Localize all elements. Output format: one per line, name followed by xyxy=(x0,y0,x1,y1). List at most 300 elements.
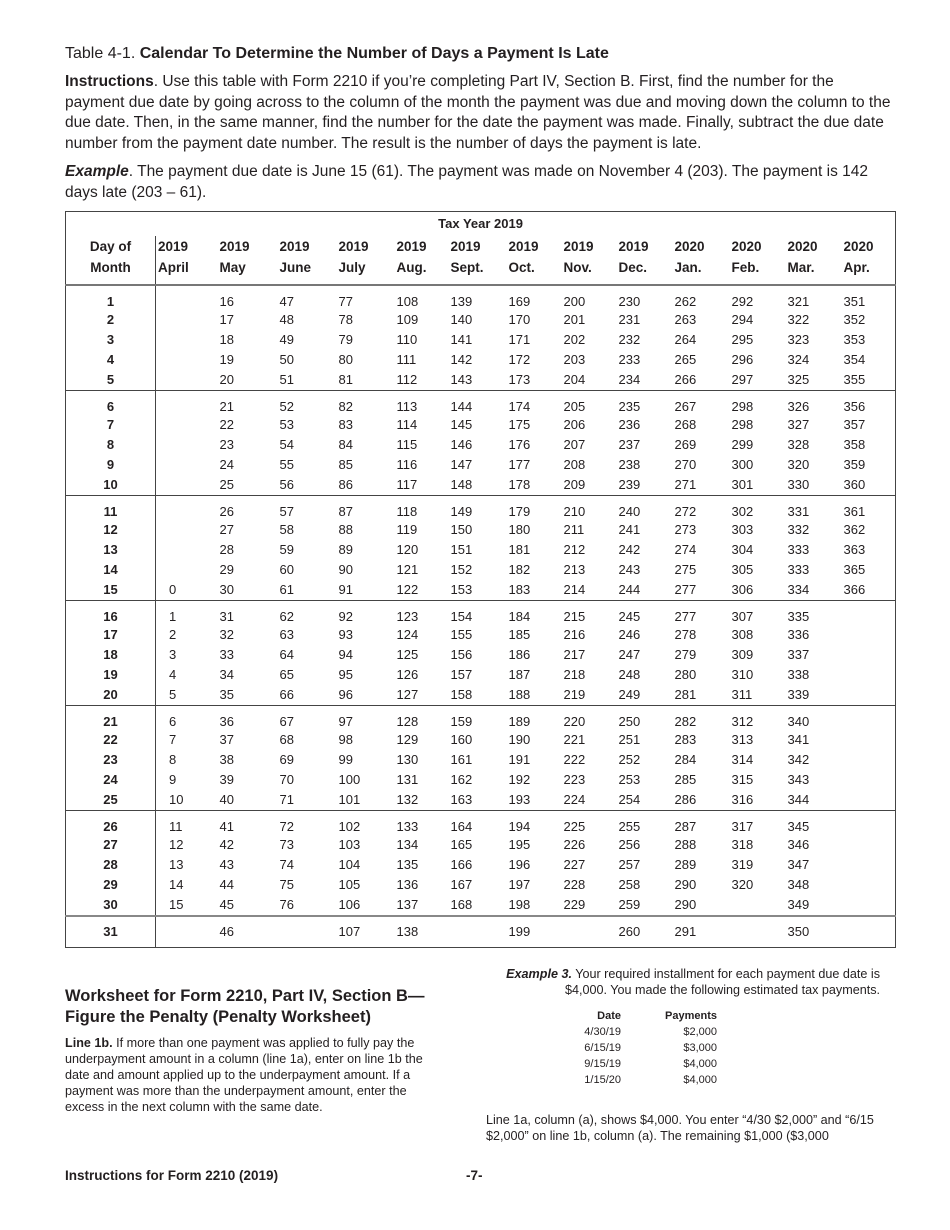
table-row xyxy=(66,310,896,330)
day-number-cell: 37 xyxy=(219,732,234,747)
day-number-cell: 174 xyxy=(507,391,562,416)
day-number-cell: 190 xyxy=(508,732,531,747)
day-number-cell: 95 xyxy=(338,667,353,682)
column-header-line: 2020 xyxy=(674,239,705,254)
column-header-line: July xyxy=(338,260,366,275)
day-number-cell xyxy=(842,750,896,770)
day-number-cell: 83 xyxy=(338,417,353,432)
day-number-cell: 226 xyxy=(563,837,586,852)
table-row xyxy=(66,685,896,706)
day-number-cell: 9 xyxy=(169,772,177,787)
day-number-cell: 32 xyxy=(219,627,234,642)
day-number-cell: 294 xyxy=(731,312,754,327)
day-number-cell xyxy=(842,855,896,875)
day-number-cell: 235 xyxy=(617,391,673,416)
day-of-month-cell: 27 xyxy=(66,835,156,855)
instructions-text: . Use this table with Form 2210 if you’re completing Part IV, Section B. First, find the number for the payment due date by going across to the column of the month the payment was due and moving down the column to the due date. Then, in the same manner, find the number for the date the payment was made. Finally, subtract the due date number from the payment date number. The result is the number of days the payment is late. xyxy=(65,73,891,152)
day-number-cell: 76 xyxy=(279,897,294,912)
day-number-cell: 61 xyxy=(279,582,294,597)
column-header-line: June xyxy=(279,260,312,275)
table-row xyxy=(66,706,896,731)
day-number-cell: 289 xyxy=(674,857,697,872)
day-number-cell: 314 xyxy=(731,752,754,767)
payment-row xyxy=(551,1040,717,1056)
day-number-cell: 220 xyxy=(562,706,617,731)
day-number-cell: 326 xyxy=(786,391,842,416)
day-number-cell: 274 xyxy=(674,542,697,557)
table-row xyxy=(66,560,896,580)
day-number-cell: 66 xyxy=(279,687,294,702)
day-number-cell: 99 xyxy=(338,752,353,767)
table-row xyxy=(66,790,896,811)
table-row xyxy=(66,435,896,455)
day-number-cell: 1 xyxy=(156,601,218,626)
day-number-cell: 210 xyxy=(562,496,617,521)
day-number-cell xyxy=(842,730,896,750)
day-number-cell: 275 xyxy=(674,562,697,577)
table-row xyxy=(66,370,896,391)
day-number-cell: 325 xyxy=(787,372,810,387)
day-number-cell xyxy=(278,916,337,948)
day-number-cell: 165 xyxy=(450,837,473,852)
day-number-cell: 184 xyxy=(507,601,562,626)
day-number-cell: 290 xyxy=(674,897,697,912)
day-number-cell: 104 xyxy=(338,857,361,872)
day-number-cell: 198 xyxy=(508,897,531,912)
day-number-cell: 264 xyxy=(674,332,697,347)
day-number-cell: 20 xyxy=(219,372,234,387)
day-number-cell: 4 xyxy=(169,667,177,682)
day-number-cell: 124 xyxy=(396,627,419,642)
day-number-cell: 157 xyxy=(450,667,473,682)
day-number-cell: 46 xyxy=(218,916,278,948)
day-number-cell: 292 xyxy=(731,294,754,309)
day-number-cell: 178 xyxy=(508,477,531,492)
day-number-cell: 151 xyxy=(450,542,473,557)
day-number-cell: 306 xyxy=(731,582,754,597)
day-number-cell: 82 xyxy=(337,391,395,416)
day-number-cell: 277 xyxy=(674,582,697,597)
day-number-cell: 147 xyxy=(450,457,473,472)
day-number-cell: 77 xyxy=(338,294,353,309)
day-number-cell: 236 xyxy=(618,417,641,432)
day-number-cell: 252 xyxy=(618,752,641,767)
payment-row xyxy=(551,1056,717,1072)
day-number-cell: 55 xyxy=(279,457,294,472)
day-number-cell: 116 xyxy=(396,457,418,472)
day-number-cell: 322 xyxy=(787,312,810,327)
example-3-section xyxy=(466,966,880,1144)
day-number-cell: 56 xyxy=(279,477,294,492)
day-number-cell: 278 xyxy=(674,627,697,642)
table-row xyxy=(66,475,896,496)
day-number-cell: 242 xyxy=(618,542,641,557)
top-section xyxy=(65,44,891,948)
day-number-cell xyxy=(156,435,218,455)
day-number-cell: 106 xyxy=(338,897,361,912)
day-number-cell xyxy=(156,540,218,560)
day-number-cell: 86 xyxy=(338,477,353,492)
day-of-month-cell: 1 xyxy=(66,285,156,310)
day-number-cell: 74 xyxy=(279,857,294,872)
column-header-line: 2020 xyxy=(787,239,818,254)
day-number-cell: 290 xyxy=(674,877,697,892)
table-row xyxy=(66,916,896,948)
day-number-cell: 262 xyxy=(674,294,697,309)
day-number-cell: 311 xyxy=(731,687,753,702)
day-number-cell xyxy=(842,835,896,855)
day-number-cell: 89 xyxy=(338,542,353,557)
day-number-cell xyxy=(842,625,896,645)
column-header-line: Month xyxy=(90,260,131,275)
day-number-cell: 70 xyxy=(279,772,294,787)
calendar-table xyxy=(65,211,896,948)
day-number-cell: 350 xyxy=(786,916,842,948)
day-number-cell: 29 xyxy=(219,562,234,577)
day-of-month-cell: 30 xyxy=(66,895,156,916)
date-header: Date xyxy=(597,1010,621,1022)
day-of-month-cell: 2 xyxy=(66,310,156,330)
day-number-cell: 344 xyxy=(787,792,810,807)
day-number-cell: 201 xyxy=(563,312,586,327)
column-header-line: Oct. xyxy=(508,260,535,275)
day-number-cell: 330 xyxy=(787,477,810,492)
day-number-cell: 168 xyxy=(450,897,473,912)
day-number-cell: 320 xyxy=(731,877,754,892)
day-number-cell: 131 xyxy=(396,772,419,787)
table-row xyxy=(66,875,896,895)
day-number-cell: 346 xyxy=(787,837,810,852)
day-number-cell: 96 xyxy=(338,687,353,702)
day-number-cell: 93 xyxy=(338,627,353,642)
table-row xyxy=(66,811,896,836)
day-number-cell: 291 xyxy=(673,916,730,948)
day-number-cell: 337 xyxy=(787,647,810,662)
day-number-cell: 119 xyxy=(396,522,418,537)
column-header-line: 2019 xyxy=(508,239,539,254)
day-number-cell xyxy=(156,285,218,310)
day-number-cell: 320 xyxy=(787,457,810,472)
table-row xyxy=(66,625,896,645)
day-number-cell: 280 xyxy=(674,667,697,682)
table-row xyxy=(66,601,896,626)
day-number-cell: 49 xyxy=(279,332,294,347)
day-number-cell: 251 xyxy=(618,732,641,747)
day-number-cell: 310 xyxy=(731,667,754,682)
day-number-cell: 23 xyxy=(219,437,234,452)
day-number-cell: 298 xyxy=(731,417,754,432)
day-number-cell xyxy=(156,496,218,521)
day-number-cell: 2 xyxy=(169,627,177,642)
day-number-cell: 229 xyxy=(563,897,586,912)
day-number-cell: 162 xyxy=(450,772,473,787)
day-number-cell: 130 xyxy=(396,752,419,767)
day-number-cell: 321 xyxy=(787,294,810,309)
day-number-cell: 5 xyxy=(169,687,177,702)
day-number-cell: 53 xyxy=(279,417,294,432)
payment-date: 9/15/19 xyxy=(584,1058,621,1070)
line-1b-text: If more than one payment was applied to fully pay the underpayment amount in a column (line 1a), enter on line 1b the date and amount applied up to the underpayment amount. If a payment was more than the underpayment amount, enter the excess in the next column with the same date. xyxy=(65,1036,423,1114)
day-number-cell: 111 xyxy=(396,352,417,367)
day-number-cell: 156 xyxy=(450,647,473,662)
day-number-cell: 336 xyxy=(787,627,810,642)
day-number-cell: 328 xyxy=(787,437,810,452)
day-number-cell: 24 xyxy=(219,457,234,472)
day-number-cell: 266 xyxy=(674,372,697,387)
day-number-cell: 143 xyxy=(450,372,473,387)
day-number-cell: 307 xyxy=(730,601,786,626)
day-number-cell: 177 xyxy=(508,457,531,472)
day-number-cell: 59 xyxy=(279,542,294,557)
day-number-cell: 16 xyxy=(219,294,234,309)
day-number-cell: 181 xyxy=(508,542,531,557)
day-number-cell: 42 xyxy=(219,837,234,852)
day-number-cell: 28 xyxy=(219,542,234,557)
day-number-cell xyxy=(842,645,896,665)
day-number-cell: 309 xyxy=(731,647,754,662)
worksheet-title: Worksheet for Form 2210, Part IV, Section B—Figure the Penalty (Penalty Worksheet) xyxy=(65,987,425,1026)
day-number-cell xyxy=(842,685,896,706)
day-number-cell: 103 xyxy=(338,837,361,852)
column-header-line: 2019 xyxy=(219,239,250,254)
day-number-cell: 18 xyxy=(219,332,234,347)
day-of-month-cell: 3 xyxy=(66,330,156,350)
day-number-cell: 27 xyxy=(219,522,234,537)
day-of-month-cell: 6 xyxy=(66,391,156,416)
day-number-cell: 107 xyxy=(337,916,395,948)
day-number-cell: 133 xyxy=(395,811,449,836)
column-header xyxy=(449,236,507,285)
day-number-cell: 234 xyxy=(618,372,641,387)
day-number-cell: 253 xyxy=(618,772,641,787)
line-1b-paragraph xyxy=(65,1035,443,1115)
day-number-cell: 301 xyxy=(731,477,754,492)
payment-row xyxy=(551,1024,717,1040)
column-header-line: 2019 xyxy=(450,239,481,254)
day-number-cell: 73 xyxy=(279,837,294,852)
day-of-month-cell: 13 xyxy=(66,540,156,560)
table-row xyxy=(66,285,896,310)
day-number-cell: 75 xyxy=(279,877,294,892)
day-of-month-cell: 17 xyxy=(66,625,156,645)
table-row xyxy=(66,391,896,416)
day-number-cell: 171 xyxy=(508,332,531,347)
day-number-cell: 38 xyxy=(219,752,234,767)
day-number-cell: 366 xyxy=(843,582,866,597)
table-row xyxy=(66,645,896,665)
column-header-line: 2019 xyxy=(338,239,369,254)
day-number-cell: 148 xyxy=(450,477,473,492)
day-number-cell: 312 xyxy=(730,706,786,731)
column-header-line: April xyxy=(158,260,189,275)
day-number-cell xyxy=(842,895,896,916)
day-number-cell: 81 xyxy=(338,372,353,387)
day-number-cell: 324 xyxy=(787,352,810,367)
day-number-cell: 195 xyxy=(508,837,531,852)
day-of-month-cell: 15 xyxy=(66,580,156,601)
day-number-cell: 360 xyxy=(843,477,866,492)
day-number-cell xyxy=(156,391,218,416)
day-number-cell: 139 xyxy=(450,294,473,309)
day-number-cell: 297 xyxy=(731,372,754,387)
day-number-cell: 160 xyxy=(450,732,473,747)
day-number-cell: 230 xyxy=(618,294,641,309)
day-number-cell: 44 xyxy=(219,877,234,892)
day-number-cell: 333 xyxy=(787,562,810,577)
day-number-cell: 188 xyxy=(508,687,531,702)
payment-date: 6/15/19 xyxy=(584,1042,621,1054)
day-number-cell: 358 xyxy=(843,437,866,452)
table-title xyxy=(65,44,891,64)
day-number-cell: 114 xyxy=(396,417,418,432)
day-number-cell: 22 xyxy=(219,417,234,432)
day-number-cell: 169 xyxy=(508,294,531,309)
day-number-cell xyxy=(156,475,218,496)
column-header-line: Dec. xyxy=(618,260,648,275)
day-number-cell: 216 xyxy=(563,627,586,642)
day-number-cell: 120 xyxy=(396,542,419,557)
column-header-line: Mar. xyxy=(787,260,815,275)
payment-date: 1/15/20 xyxy=(584,1074,621,1086)
day-number-cell: 146 xyxy=(450,437,473,452)
day-number-cell: 138 xyxy=(395,916,449,948)
table-row xyxy=(66,580,896,601)
payment-amount: $3,000 xyxy=(683,1042,717,1054)
day-number-cell: 265 xyxy=(674,352,697,367)
payment-date: 4/30/19 xyxy=(584,1026,621,1038)
day-number-cell: 197 xyxy=(508,877,531,892)
day-number-cell: 313 xyxy=(731,732,754,747)
day-number-cell: 282 xyxy=(673,706,730,731)
day-number-cell: 110 xyxy=(396,332,418,347)
day-number-cell xyxy=(730,916,786,948)
day-number-cell: 185 xyxy=(508,627,531,642)
day-number-cell: 303 xyxy=(731,522,754,537)
day-number-cell: 47 xyxy=(279,294,294,309)
column-header xyxy=(395,236,449,285)
day-number-cell: 308 xyxy=(731,627,754,642)
table-number: Table 4-1. xyxy=(65,45,140,62)
day-number-cell: 318 xyxy=(731,837,754,852)
day-number-cell: 193 xyxy=(508,792,531,807)
column-header-line: 2019 xyxy=(158,239,189,254)
column-header-line: 2019 xyxy=(396,239,427,254)
day-number-cell: 281 xyxy=(674,687,697,702)
day-number-cell: 14 xyxy=(169,877,184,892)
day-of-month-cell: 9 xyxy=(66,455,156,475)
day-number-cell: 221 xyxy=(563,732,586,747)
day-number-cell: 69 xyxy=(279,752,294,767)
day-number-cell: 298 xyxy=(730,391,786,416)
payments-table xyxy=(551,1008,717,1088)
day-number-cell: 247 xyxy=(618,647,641,662)
day-number-cell: 317 xyxy=(730,811,786,836)
day-number-cell: 58 xyxy=(279,522,294,537)
day-number-cell: 79 xyxy=(338,332,353,347)
column-header-line: Aug. xyxy=(396,260,427,275)
day-number-cell: 284 xyxy=(674,752,697,767)
day-of-month-cell: 4 xyxy=(66,350,156,370)
day-number-cell: 84 xyxy=(338,437,353,452)
day-number-cell: 11 xyxy=(156,811,218,836)
day-number-cell: 334 xyxy=(787,582,810,597)
day-number-cell: 304 xyxy=(731,542,754,557)
day-number-cell xyxy=(156,560,218,580)
day-number-cell: 194 xyxy=(507,811,562,836)
day-number-cell: 192 xyxy=(508,772,531,787)
day-of-month-cell: 12 xyxy=(66,520,156,540)
day-number-cell: 64 xyxy=(279,647,294,662)
day-of-month-cell: 8 xyxy=(66,435,156,455)
table-row xyxy=(66,835,896,855)
day-number-cell: 108 xyxy=(396,294,419,309)
column-header-line: 2019 xyxy=(563,239,594,254)
day-number-cell: 34 xyxy=(219,667,234,682)
line-1b-label: Line 1b. xyxy=(65,1036,113,1050)
day-number-cell: 287 xyxy=(673,811,730,836)
day-number-cell: 150 xyxy=(450,522,473,537)
day-number-cell: 97 xyxy=(337,706,395,731)
day-number-cell: 218 xyxy=(563,667,586,682)
day-number-cell: 127 xyxy=(396,687,419,702)
day-number-cell: 231 xyxy=(618,312,641,327)
day-number-cell: 141 xyxy=(450,332,473,347)
column-header-line: Sept. xyxy=(450,260,484,275)
day-number-cell: 302 xyxy=(730,496,786,521)
day-number-cell: 117 xyxy=(396,477,418,492)
day-number-cell: 246 xyxy=(618,627,641,642)
day-number-cell: 122 xyxy=(396,582,419,597)
day-number-cell: 362 xyxy=(843,522,866,537)
day-number-cell: 85 xyxy=(338,457,353,472)
table-row xyxy=(66,665,896,685)
day-number-cell: 248 xyxy=(618,667,641,682)
day-number-cell: 31 xyxy=(218,601,278,626)
day-number-cell: 51 xyxy=(279,372,294,387)
example-text: . The payment due date is June 15 (61). The payment was made on November 4 (203). The payment is 142 days late (203 – 61). xyxy=(65,163,869,201)
table-row xyxy=(66,730,896,750)
day-number-cell: 128 xyxy=(395,706,449,731)
day-number-cell xyxy=(449,916,507,948)
day-number-cell: 145 xyxy=(450,417,473,432)
example-label: Example xyxy=(65,163,129,180)
table-row xyxy=(66,540,896,560)
day-of-month-cell: 28 xyxy=(66,855,156,875)
day-number-cell: 219 xyxy=(563,687,586,702)
day-of-month-cell: 25 xyxy=(66,790,156,811)
day-number-cell: 339 xyxy=(787,687,810,702)
day-number-cell: 189 xyxy=(507,706,562,731)
column-header xyxy=(842,236,896,285)
instructions-label: Instructions xyxy=(65,73,154,90)
day-number-cell: 121 xyxy=(396,562,419,577)
table-row xyxy=(66,770,896,790)
day-of-month-cell: 26 xyxy=(66,811,156,836)
day-number-cell: 332 xyxy=(787,522,810,537)
column-header xyxy=(337,236,395,285)
day-number-cell: 144 xyxy=(449,391,507,416)
day-number-cell: 88 xyxy=(338,522,353,537)
day-number-cell: 94 xyxy=(338,647,353,662)
day-number-cell: 259 xyxy=(618,897,641,912)
day-number-cell: 25 xyxy=(219,477,234,492)
day-number-cell: 288 xyxy=(674,837,697,852)
day-of-month-cell: 24 xyxy=(66,770,156,790)
day-number-cell: 179 xyxy=(507,496,562,521)
day-number-cell xyxy=(156,350,218,370)
day-number-cell: 164 xyxy=(449,811,507,836)
day-number-cell: 50 xyxy=(279,352,294,367)
